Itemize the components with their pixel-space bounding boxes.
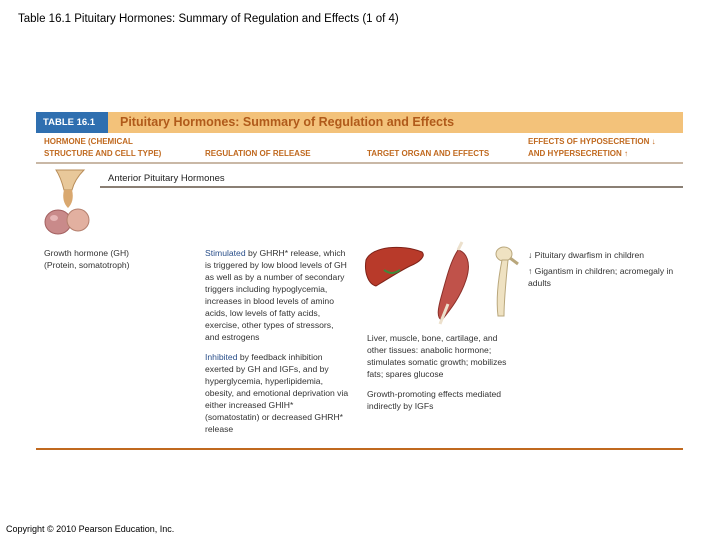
column-head-divider [36, 162, 683, 164]
pituitary-gland-icon [38, 168, 98, 238]
inhibited-label: Inhibited [205, 352, 238, 362]
target-organs-illustration [362, 240, 522, 325]
column-head-effects-line1: EFFECTS OF HYPOSECRETION ↓ [528, 137, 656, 146]
muscle-icon [438, 242, 468, 324]
table-title: Pituitary Hormones: Summary of Regulation and Effects [120, 115, 455, 129]
table-tag: TABLE 16.1 [36, 112, 108, 133]
table-bottom-rule [36, 448, 683, 450]
hormone-name: Growth hormone (GH) [44, 248, 130, 258]
hormone-cell [44, 247, 194, 271]
inhibited-text: by feedback inhibition exerted by GH and IGFs, and by hyperglycemia, hyperlipidemia, obesity, and emotional deprivation via either increased GHIH* (somatostatin) or decreased GHRH* release [205, 352, 349, 434]
column-head-effects-line2: AND HYPERSECRETION ↑ [528, 149, 629, 158]
section-label: Anterior Pituitary Hormones [108, 173, 225, 184]
copyright-notice: Copyright © 2010 Pearson Education, Inc. [6, 524, 175, 534]
bone-icon [496, 247, 518, 316]
column-head-hormone-line1: HORMONE (CHEMICAL [44, 137, 133, 146]
table-header [36, 112, 683, 133]
column-head-hormone [44, 136, 161, 160]
column-head-effects [528, 136, 656, 160]
hormone-detail: (Protein, somatotroph) [44, 260, 130, 270]
column-head-hormone-line2: STRUCTURE AND CELL TYPE) [44, 149, 162, 158]
effects-cell [528, 249, 688, 289]
regulation-inhibited [205, 351, 350, 435]
regulation-stimulated [205, 247, 350, 343]
liver-icon [365, 247, 423, 286]
regulation-cell [205, 247, 350, 435]
section-divider [100, 186, 683, 188]
slide-title: Table 16.1 Pituitary Hormones: Summary of Regulation and Effects (1 of 4) [18, 13, 399, 25]
stimulated-text: by GHRH* release, which is triggered by low blood levels of GH as well as by a number of secondary triggers including hypoglycemia, increases in blood levels of amino acids, low levels of fatty acids, exercise, other types of stressors, and estrogens [205, 248, 347, 342]
target-text-1: Liver, muscle, bone, cartilage, and other tissues: anabolic hormone; stimulates somatic growth; mobilizes fats; spares glucose [367, 333, 507, 379]
target-cell [367, 332, 517, 412]
column-head-regulation: REGULATION OF RELEASE [205, 149, 311, 158]
effect-hypersecretion: ↑ Gigantism in children; acromegaly in adults [528, 266, 674, 288]
target-text-2: Growth-promoting effects mediated indirectly by IGFs [367, 389, 502, 411]
stimulated-label: Stimulated [205, 248, 246, 258]
effect-hyposecretion: ↓ Pituitary dwarfism in children [528, 250, 645, 260]
column-head-target: TARGET ORGAN AND EFFECTS [367, 149, 490, 158]
